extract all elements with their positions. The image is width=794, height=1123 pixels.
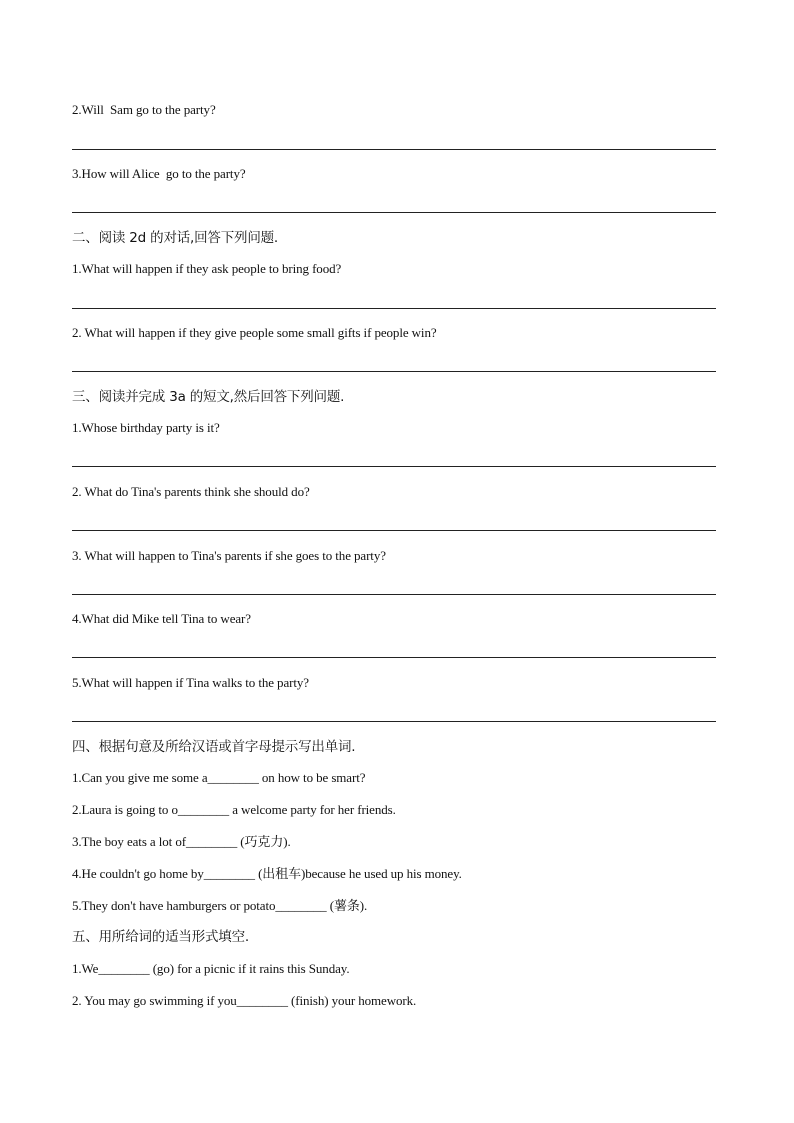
question-1-2: 2.Will Sam go to the party? [72,102,216,117]
answer-line [72,657,716,658]
answer-line [72,721,716,722]
section-2-heading: 二、阅读 2d 的对话,回答下列问题. [72,230,279,246]
question-3-1: 1.Whose birthday party is it? [72,420,220,435]
question-1-3: 3.How will Alice go to the party? [72,166,246,181]
question-3-5: 5.What will happen if Tina walks to the party? [72,675,309,690]
question-4-3: 3.The boy eats a lot of________ (巧克力). [72,834,291,849]
question-5-2: 2. You may go swimming if you________ (finish) your homework. [72,993,417,1008]
answer-line [72,530,716,531]
section-3-heading: 三、阅读并完成 3a 的短文,然后回答下列问题. [72,389,345,405]
answer-line [72,371,716,372]
answer-line [72,212,716,213]
question-2-2: 2. What will happen if they give people some small gifts if people win? [72,325,437,340]
answer-line [72,466,716,467]
section-5-heading: 五、用所给词的适当形式填空. [72,929,249,945]
question-4-4: 4.He couldn't go home by________ (出租车)because he used up his money. [72,866,462,881]
question-4-5: 5.They don't have hamburgers or potato________ (薯条). [72,898,368,913]
answer-line [72,149,716,150]
section-4-heading: 四、根据句意及所给汉语或首字母提示写出单词. [72,739,356,755]
answer-line [72,308,716,309]
question-4-2: 2.Laura is going to o________ a welcome party for her friends. [72,802,396,817]
question-3-3: 3. What will happen to Tina's parents if she goes to the party? [72,548,386,563]
answer-line [72,594,716,595]
question-3-4: 4.What did Mike tell Tina to wear? [72,611,251,626]
question-3-2: 2. What do Tina's parents think she should do? [72,484,310,499]
question-2-1: 1.What will happen if they ask people to bring food? [72,261,342,276]
question-4-1: 1.Can you give me some a________ on how to be smart? [72,770,366,785]
question-5-1: 1.We________ (go) for a picnic if it rains this Sunday. [72,961,350,976]
